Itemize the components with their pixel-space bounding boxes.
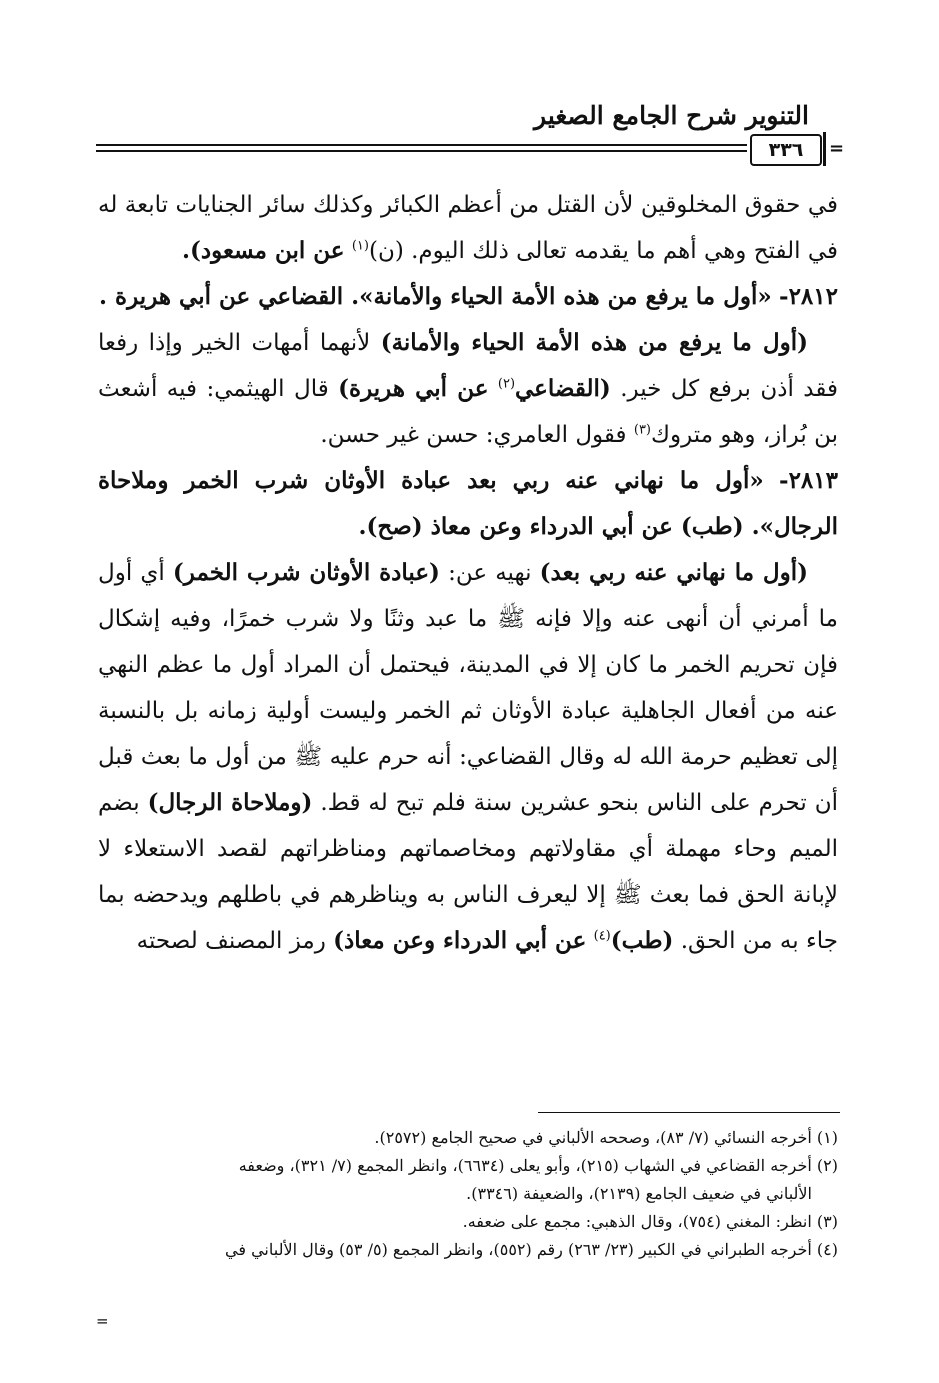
text-run-bold: عن أبي هريرة): [338, 375, 489, 402]
paragraph: [98, 182, 838, 274]
text-run-bold: (أول ما يرفع من هذه الأمة الحياء والأمانة): [380, 329, 808, 356]
footnote-2: (٢) أخرجه القضاعي في الشهاب (٢١٥)، وأبو يعلى (٦٦٣٤)، وانظر المجمع (٧/ ٣٢١)، وضعفه: [238, 1156, 838, 1175]
header-rule: [96, 150, 747, 152]
footnote-3: (٣) انظر: المغني (٧٥٤)، وقال الذهبي: مجمع على ضعفه.: [462, 1212, 838, 1231]
footnote-ref: (٣): [633, 422, 651, 438]
footnote-2-continued: الألباني في ضعيف الجامع (٢١٣٩)، والضعيفة (٣٣٤٦).: [466, 1184, 812, 1203]
footnote-ref: (١): [351, 238, 369, 254]
text-run-bold: (القضاعي: [515, 375, 611, 402]
footnote-ref: (٢): [497, 376, 516, 392]
text-run-bold: عن أبي الدرداء وعن معاذ): [333, 927, 587, 954]
text-run: فقول العامري: حسن غير حسن.: [320, 422, 627, 448]
text-run: رمز المصنف لصحته: [136, 928, 326, 954]
page-number-mark: =: [829, 138, 845, 159]
paragraph: [98, 320, 838, 458]
hadith-entry-2812: [98, 274, 838, 320]
main-text: [98, 182, 838, 964]
text-run: قال الهيثمي: فيه أشعث بن بُراز، وهو متروك: [98, 376, 838, 448]
running-header-title: التنوير شرح الجامع الصغير: [534, 101, 809, 130]
text-run: نهيه عن:: [448, 560, 532, 586]
paragraph: [98, 550, 838, 964]
page-number: ٣٣٦: [750, 134, 822, 166]
footnote-continuation-mark: =: [96, 1312, 109, 1330]
footnote-separator: [538, 1112, 840, 1113]
hadith-text: «أول ما نهاني عنه ربي بعد عبادة الأوثان شرب الخمر وملاحاة الرجال». (طب) عن أبي الدرداء وعن معاذ (صح).: [98, 467, 838, 540]
hadith-number: ٢٨١٢-: [779, 283, 838, 310]
text-run-bold: (طب): [610, 927, 674, 954]
hadith-text: «أول ما يرفع من هذه الأمة الحياء والأمانة». القضاعي عن أبي هريرة .: [99, 283, 772, 310]
text-run-bold: (عبادة الأوثان شرب الخمر): [172, 559, 440, 586]
hadith-number: ٢٨١٣-: [779, 467, 838, 494]
text-run: في حقوق المخلوقين لأن القتل من أعظم الكبائر وكذلك سائر الجنايات تابعة له في الفتح وهي أهم ما يقدمه تعالى ذلك اليوم. (ن): [98, 192, 838, 264]
text-run-bold: عن ابن مسعود).: [182, 237, 345, 264]
footnote-4: (٤) أخرجه الطبراني في الكبير (٢٣/ ٢٦٣) رقم (٥٥٢)، وانظر المجمع (٥/ ٥٣) وقال الألباني في: [225, 1240, 838, 1259]
text-run-bold: (وملاحاة الرجال): [147, 789, 313, 816]
footnote-1: (١) أخرجه النسائي (٧/ ٨٣)، وصححه الألباني في صحيح الجامع (٢٥٧٢).: [374, 1128, 838, 1147]
text-run: بضم الميم وحاء مهملة أي مقاولاتهم ومخاصماتهم ومناظراتهم لقصد الاستعلاء لا لإبانة الحق فما بعث ﷺ إلا ليعرف الناس به ويناظرهم في باطلهم ويدحضه بما جاء به من الحق.: [98, 790, 838, 954]
text-run-bold: (أول ما نهاني عنه ربي بعد): [539, 559, 809, 586]
header-rule: [96, 144, 747, 146]
text-run: لأنهما أمهات الخير وإذا رفعا فقد أذن برفع كل خير.: [98, 330, 839, 402]
page-number-ornament: [823, 132, 826, 166]
footnote-ref: (٤): [593, 928, 611, 944]
text-run: أي أول ما أمرني أن أنهى عنه وإلا فإنه ﷺ ما عبد وثنًا ولا شرب خمرًا، وفيه إشكال فإن تحريم الخمر ما كان إلا في المدينة، فيحتمل أن المراد أول ما عظم النهي عنه من أفعال الجاهلية عبادة الأوثان ثم الخمر وليست أولية زمانه بل بالنسبة إلى تعظيم حرمة الله له وقال القضاعي: أنه حرم عليه ﷺ من أول ما بعث قبل أن تحرم على الناس بنحو عشرين سنة فلم تبح له قط.: [98, 560, 838, 816]
hadith-entry-2813: [98, 458, 838, 550]
footnotes: [98, 1124, 838, 1264]
